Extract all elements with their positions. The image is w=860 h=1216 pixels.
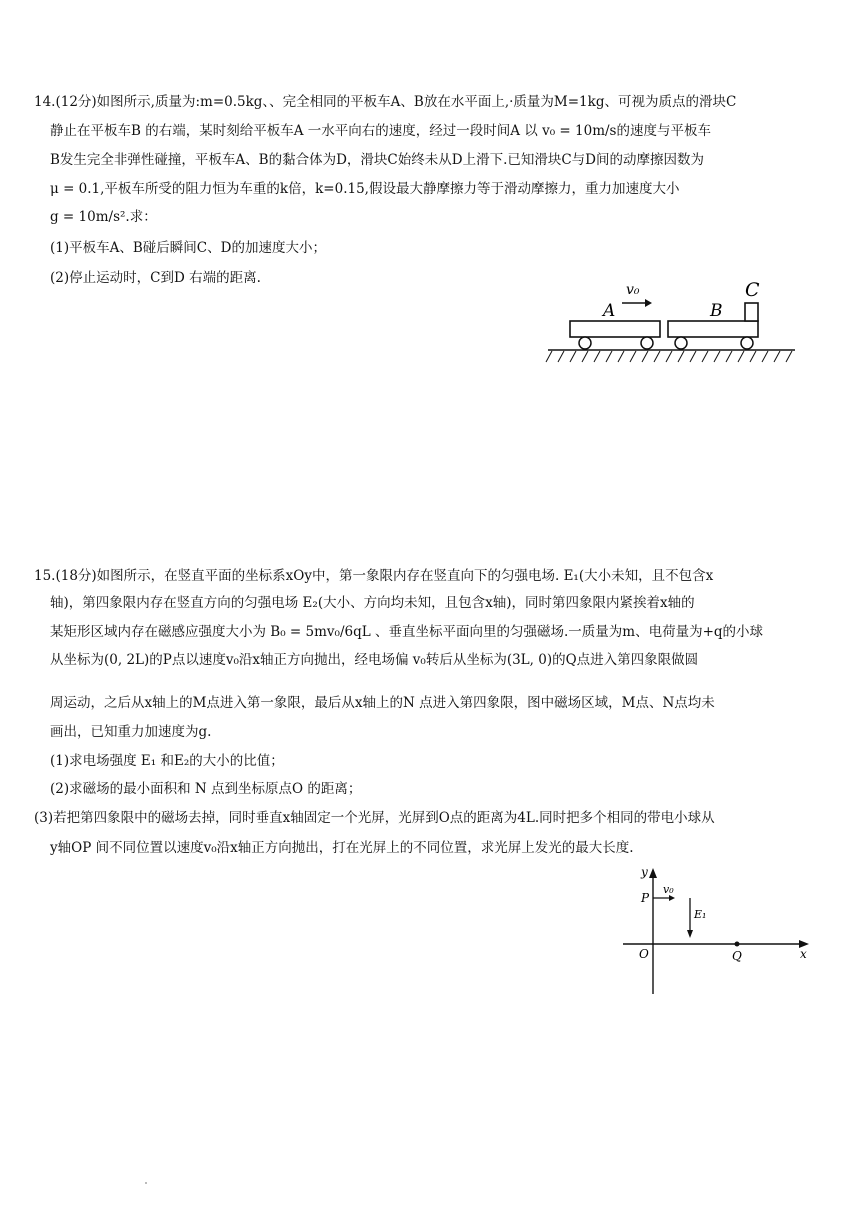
q14-line-4: μ = 0.1,平板车所受的阻力恒为车重的k倍，k=0.15,假设最大静摩擦力等于滑动摩擦力，重力加速度大小 <box>50 181 680 197</box>
q14-subquestion-2: (2)停止运动时，C到D 右端的距离. <box>50 270 261 286</box>
q14-line-1: 14.(12分)如图所示,质量为:m=0.5kg、、完全相同的平板车A、B放在水平面上,·质量为M=1kg、可视为质点的滑块C <box>34 94 737 110</box>
q15-line-2: 轴)，第四象限内存在竖直方向的匀强电场 E₂(大小、方向均未知，且包含x轴)，同时第四象限内紧挨着x轴的 <box>50 595 695 611</box>
q15-line-5: 周运动，之后从x轴上的M点进入第一象限，最后从x轴上的N 点进入第四象限，图中磁场区域，M点、N点均未 <box>50 695 715 711</box>
q14-line-2: 静止在平板车B 的右端，某时刻给平板车A 一水平向右的速度，经过一段时间A 以 v₀ = 10m/s的速度与平板车 <box>50 123 711 139</box>
q14-cart-figure <box>540 272 800 372</box>
q15-line-3: 某矩形区域内存在磁感应强度大小为 B₀ = 5mv₀/6qL 、垂直坐标平面向里的匀强磁场.一质量为m、电荷量为+q的小球 <box>50 624 764 640</box>
cart-b-body <box>668 321 758 337</box>
label-a: A <box>603 301 616 321</box>
slider-c-block <box>745 303 758 321</box>
point-q <box>735 942 740 947</box>
label-b: B <box>710 301 723 321</box>
cart-a-body <box>570 321 660 337</box>
q15-line-6: 画出，已知重力加速度为g. <box>50 724 212 740</box>
q15-subquestion-2: (2)求磁场的最小面积和 N 点到坐标原点O 的距离； <box>50 781 362 797</box>
q15-line-10: y轴OP 间不同位置以速度v₀沿x轴正方向抛出，打在光屏上的不同位置，求光屏上发光的最大长度. <box>50 840 634 856</box>
label-x: x <box>800 947 807 961</box>
e1-field-arrowhead <box>687 930 693 938</box>
page-speck <box>145 1182 147 1184</box>
q14-subquestion-1: (1)平板车A、B碰后瞬间C、D的加速度大小； <box>50 240 326 256</box>
label-e1: E₁ <box>694 908 707 921</box>
q14-line-3: B发生完全非弹性碰撞，平板车A、B的黏合体为D，滑块C始终未从D上滑下.已知滑块C与D间的动摩擦因数为 <box>50 152 705 168</box>
ground-hatching <box>546 351 792 362</box>
label-c: C <box>745 279 760 301</box>
velocity-arrowhead <box>645 299 652 307</box>
label-y: y <box>641 865 648 879</box>
cart-b-wheel-left <box>675 337 687 349</box>
q14-line-5: g = 10m/s².求： <box>50 209 157 225</box>
label-o: O <box>639 947 649 961</box>
q15-subquestion-3: (3)若把第四象限中的磁场去掉，同时垂直x轴固定一个光屏，光屏到O点的距离为4L.同时把多个相同的带电小球从 <box>34 810 715 826</box>
cart-a-wheel-left <box>579 337 591 349</box>
label-v0: v₀ <box>663 883 674 896</box>
q15-line-4: 从坐标为(0, 2L)的P点以速度v₀沿x轴正方向抛出，经电场偏 v₀转后从坐标为(3L, 0)的Q点进入第四象限做圆 <box>50 652 699 668</box>
q15-subquestion-1: (1)求电场强度 E₁ 和E₂的大小的比值； <box>50 753 284 769</box>
q15-line-1: 15.(18分)如图所示，在竖直平面的坐标系xOy中，第一象限内存在竖直向下的匀强电场. E₁(大小未知，且不包含x <box>34 568 714 584</box>
q15-coordinate-figure <box>615 862 815 1000</box>
y-axis-arrowhead <box>649 868 657 878</box>
label-q: Q <box>732 949 742 963</box>
label-p: P <box>641 891 650 905</box>
label-v0: v₀ <box>626 282 640 298</box>
cart-a-wheel-right <box>641 337 653 349</box>
cart-b-wheel-right <box>741 337 753 349</box>
